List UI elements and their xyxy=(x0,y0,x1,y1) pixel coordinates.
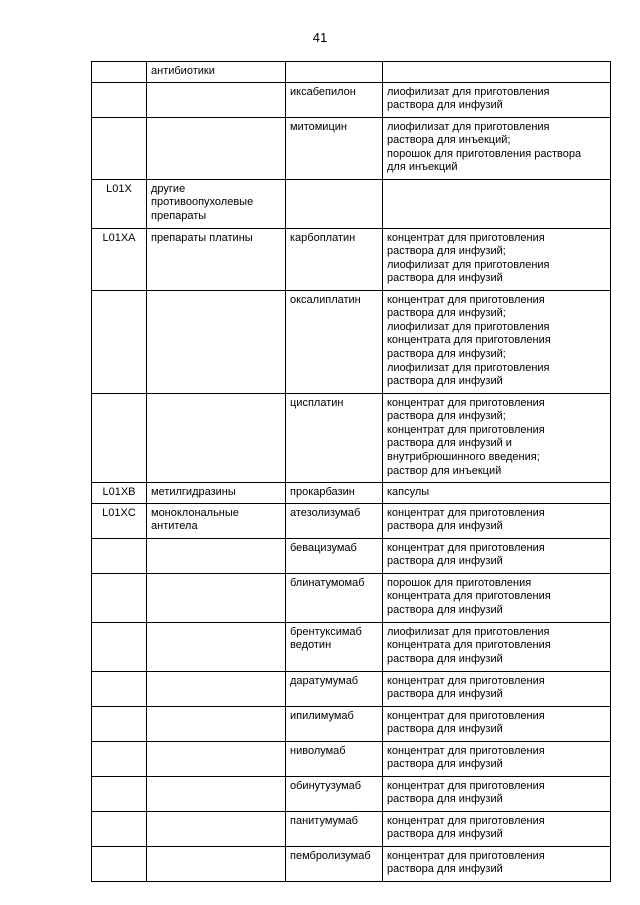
drug-name-cell: брентуксимаб ведотин xyxy=(286,622,383,671)
drug-name-cell: карбоплатин xyxy=(286,228,383,290)
drug-name-cell: ипилимумаб xyxy=(286,706,383,741)
group-name-cell xyxy=(147,741,286,776)
dosage-form-cell: концентрат для приготовления раствора для инфузий xyxy=(383,776,611,811)
atc-code-cell: L01XA xyxy=(92,228,147,290)
drug-name-cell: оксалиплатин xyxy=(286,290,383,393)
dosage-form-cell: капсулы xyxy=(383,482,611,503)
group-name-cell: препараты платины xyxy=(147,228,286,290)
atc-code-cell xyxy=(92,117,147,179)
table-row xyxy=(92,393,611,482)
dosage-form-cell: концентрат для приготовления раствора для инфузий; лиофилизат для приготовления концентрата для приготовления раствора для инфузий; лиофилизат для приготовления раствора для инфузий xyxy=(383,290,611,393)
dosage-form-cell: концентрат для приготовления раствора для инфузий xyxy=(383,671,611,706)
dosage-form-cell: концентрат для приготовления раствора для инфузий xyxy=(383,846,611,881)
atc-code-cell xyxy=(92,82,147,117)
dosage-form-cell: концентрат для приготовления раствора для инфузий; лиофилизат для приготовления раствора для инфузий xyxy=(383,228,611,290)
dosage-form-cell: концентрат для приготовления раствора для инфузий xyxy=(383,503,611,538)
drug-name-cell: панитумумаб xyxy=(286,811,383,846)
drug-name-cell: атезолизумаб xyxy=(286,503,383,538)
atc-code-cell xyxy=(92,811,147,846)
group-name-cell xyxy=(147,290,286,393)
dosage-form-cell: порошок для приготовления концентрата для приготовления раствора для инфузий xyxy=(383,573,611,622)
table-row xyxy=(92,179,611,228)
drug-name-cell: блинатумомаб xyxy=(286,573,383,622)
table-row xyxy=(92,846,611,881)
table-row xyxy=(92,482,611,503)
page-number: 41 xyxy=(312,30,328,45)
drug-name-cell: ниволумаб xyxy=(286,741,383,776)
drug-name-cell: митомицин xyxy=(286,117,383,179)
drug-name-cell xyxy=(286,179,383,228)
drug-name-cell: иксабепилон xyxy=(286,82,383,117)
drug-name-cell: цисплатин xyxy=(286,393,383,482)
drug-name-cell: даратумумаб xyxy=(286,671,383,706)
group-name-cell xyxy=(147,846,286,881)
atc-code-cell xyxy=(92,706,147,741)
group-name-cell xyxy=(147,538,286,573)
table-row xyxy=(92,538,611,573)
atc-code-cell xyxy=(92,573,147,622)
group-name-cell xyxy=(147,573,286,622)
group-name-cell: моноклональные антитела xyxy=(147,503,286,538)
table-row xyxy=(92,228,611,290)
atc-code-cell xyxy=(92,671,147,706)
drug-name-cell: обинутузумаб xyxy=(286,776,383,811)
atc-code-cell: L01X xyxy=(92,179,147,228)
dosage-form-cell: концентрат для приготовления раствора для инфузий xyxy=(383,811,611,846)
drug-name-cell: пембролизумаб xyxy=(286,846,383,881)
group-name-cell xyxy=(147,622,286,671)
table-row xyxy=(92,573,611,622)
drug-name-cell: бевацизумаб xyxy=(286,538,383,573)
dosage-form-cell: лиофилизат для приготовления раствора для инъекций; порошок для приготовления раствора для инъекций xyxy=(383,117,611,179)
atc-code-cell: L01XB xyxy=(92,482,147,503)
group-name-cell xyxy=(147,82,286,117)
dosage-form-cell: лиофилизат для приготовления концентрата для приготовления раствора для инфузий xyxy=(383,622,611,671)
table-row xyxy=(92,290,611,393)
group-name-cell xyxy=(147,811,286,846)
atc-code-cell xyxy=(92,622,147,671)
drug-name-cell: прокарбазин xyxy=(286,482,383,503)
atc-code-cell xyxy=(92,741,147,776)
table-row xyxy=(92,811,611,846)
table-row xyxy=(92,706,611,741)
dosage-form-cell xyxy=(383,179,611,228)
atc-code-cell xyxy=(92,290,147,393)
table-row xyxy=(92,622,611,671)
dosage-form-cell: концентрат для приготовления раствора для инфузий xyxy=(383,706,611,741)
dosage-form-cell xyxy=(383,62,611,83)
table-row xyxy=(92,62,611,83)
atc-code-cell xyxy=(92,538,147,573)
group-name-cell xyxy=(147,671,286,706)
group-name-cell xyxy=(147,776,286,811)
group-name-cell: другие противоопухолевые препараты xyxy=(147,179,286,228)
group-name-cell: антибиотики xyxy=(147,62,286,83)
table-row xyxy=(92,503,611,538)
drug-table xyxy=(91,61,611,882)
table-row xyxy=(92,82,611,117)
atc-code-cell xyxy=(92,62,147,83)
group-name-cell xyxy=(147,706,286,741)
table-row xyxy=(92,741,611,776)
atc-code-cell xyxy=(92,776,147,811)
group-name-cell xyxy=(147,117,286,179)
group-name-cell: метилгидразины xyxy=(147,482,286,503)
dosage-form-cell: концентрат для приготовления раствора для инфузий; концентрат для приготовления раствора для инфузий и внутрибрюшинного введения; раствор для инъекций xyxy=(383,393,611,482)
atc-code-cell: L01XC xyxy=(92,503,147,538)
group-name-cell xyxy=(147,393,286,482)
table-row xyxy=(92,776,611,811)
table-row xyxy=(92,671,611,706)
dosage-form-cell: лиофилизат для приготовления раствора для инфузий xyxy=(383,82,611,117)
atc-code-cell xyxy=(92,846,147,881)
table-row xyxy=(92,117,611,179)
atc-code-cell xyxy=(92,393,147,482)
drug-name-cell xyxy=(286,62,383,83)
dosage-form-cell: концентрат для приготовления раствора для инфузий xyxy=(383,741,611,776)
dosage-form-cell: концентрат для приготовления раствора для инфузий xyxy=(383,538,611,573)
